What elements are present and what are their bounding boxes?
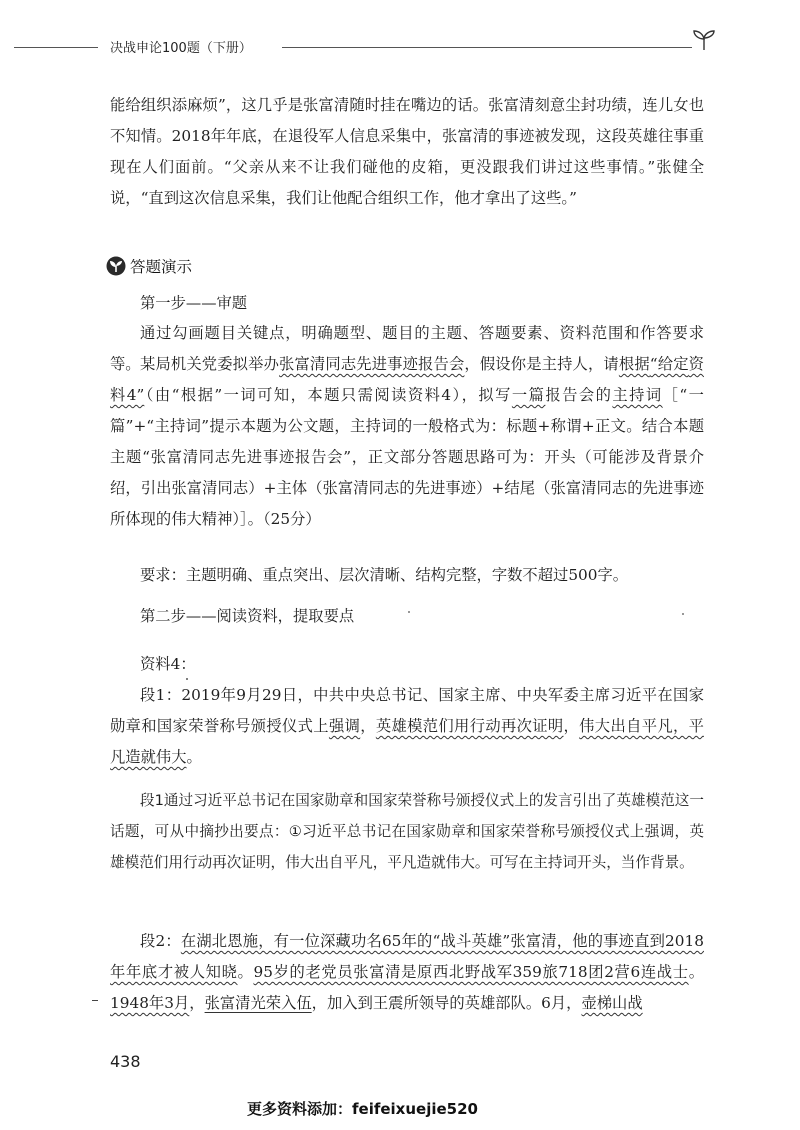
step1-title: 第一步——审题	[140, 294, 248, 312]
book-title: 决战申论100题（下册）	[110, 41, 252, 56]
sprout-icon	[690, 28, 718, 52]
section-heading	[106, 254, 192, 278]
header-rule-left	[14, 47, 98, 48]
key-basis: 根据	[618, 355, 650, 373]
material-paragraph-1: 段1：2019年9月29日，中共中央总书记、国家主席、中央军委主席习近平在国家勋章和国家荣誉称号颁授仪式上强调，英雄模范们用行动再次证明，伟大出自平凡，平凡造就伟大。	[110, 686, 704, 766]
key-host-speech: 主持词	[612, 386, 663, 404]
step2-title: 第二步——阅读资料，提取要点	[140, 607, 355, 625]
header-rule-right	[282, 47, 692, 48]
intro-paragraph: 能给组织添麻烦”，这几乎是张富清随时挂在嘴边的话。张富清刻意尘封功绩，连儿女也不知情。2018年年底，在退役军人信息采集中，张富清的事迹被发现，这段英雄往事重现在人们面前。“父亲从来不让我们碰他的皮箱，更没跟我们讲过这些事情。”张健全说，“直到这次信息采集，我们让他配合组织工作，他才拿出了这些。”	[110, 96, 704, 207]
sprout-badge-icon	[106, 256, 126, 276]
running-header	[14, 36, 714, 58]
requirements: 要求：主题明确、重点突出、层次清晰、结构完整，字数不超过500字。	[140, 566, 629, 584]
material-paragraph-2: 段2：在湖北恩施，有一位深藏功名65年的“战斗英雄”张富清，他的事迹直到2018年年底才被人知晓。95岁的老党员张富清是原西北野战军359旅718团2营6连战士。1948年3月，张富清光荣入伍，加入到王震所领导的英雄部队。6月，壶梯山战	[110, 932, 704, 1012]
material-label: 资料4：	[140, 655, 196, 673]
step1-line1: 通过勾画题目关键点，明确题型、题目的主题、答题要素、资料范围和作答要求等。	[110, 324, 704, 373]
key-one-piece: 一篇	[511, 386, 546, 404]
margin-mark	[92, 1000, 98, 1001]
key-topic: 张富清同志先进事迹报告会	[279, 355, 465, 373]
question-paragraph: 某局机关党委拟举办张富清同志先进事迹报告会，假设你是主持人，请根据“给定资料4”（由“根据”一词可知，本题只需阅读资料4），拟写一篇报告会的主持词［“一篇”+“主持词”提示本题为公文题，主持词的一般格式为：标题+称谓+正文。结合本题主题“张富清同志先进事迹报告会”，正文部分答题思路可为：开头（可能涉及背景介绍，引出张富清同志）+主体（张富清同志的先进事迹）+结尾（张富清同志的先进事迹所体现的伟大精神）］。（25分）	[110, 355, 704, 528]
footer-note: 更多资料添加：feifeixuejie520	[247, 1100, 478, 1118]
scan-speck	[408, 611, 410, 613]
analysis-paragraph-1: 段1通过习近平总书记在国家勋章和国家荣誉称号颁授仪式上的发言引出了英雄模范这一话题，可从中摘抄出要点：①习近平总书记在国家勋章和国家荣誉称号颁授仪式上强调，英雄模范们用行动再次证明，伟大出自平凡，平凡造就伟大。可写在主持词开头，当作背景。	[110, 792, 704, 871]
scan-speck	[682, 613, 684, 615]
section-title: 答题演示	[130, 258, 193, 276]
page-number: 438	[110, 1052, 141, 1071]
key-material: 资料4”	[110, 355, 704, 404]
